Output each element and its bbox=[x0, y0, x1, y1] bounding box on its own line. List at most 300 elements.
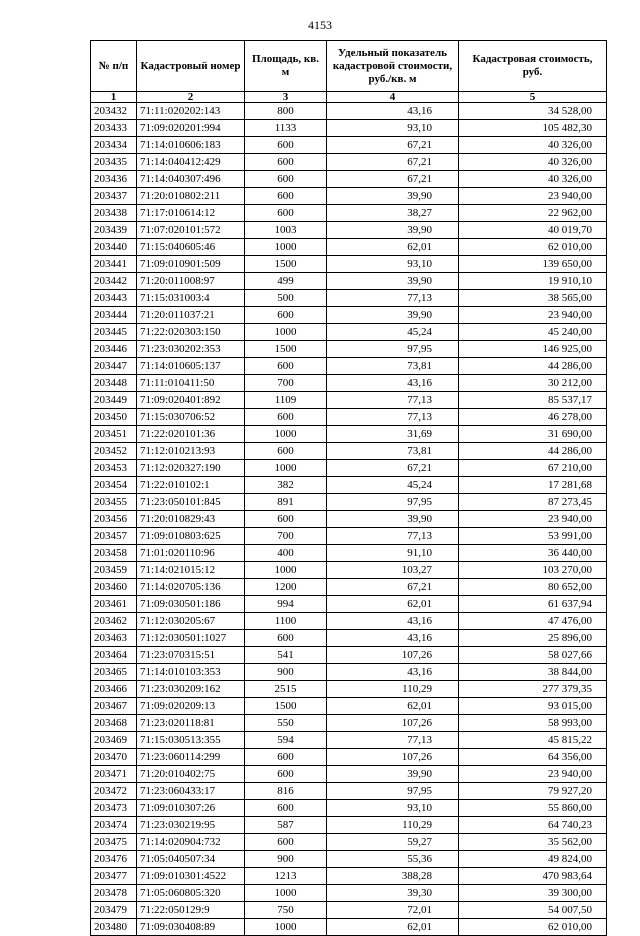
table-row bbox=[91, 579, 607, 596]
row-number-cell: 203439 bbox=[91, 222, 137, 239]
table-row bbox=[91, 698, 607, 715]
table-row bbox=[91, 885, 607, 902]
row-number-cell: 203435 bbox=[91, 154, 137, 171]
row-number-cell: 203446 bbox=[91, 341, 137, 358]
row-number-cell: 203468 bbox=[91, 715, 137, 732]
unit-value-cell: 43,16 bbox=[327, 103, 459, 120]
cadastral-number-cell: 71:23:050101:845 bbox=[137, 494, 245, 511]
row-number-cell: 203436 bbox=[91, 171, 137, 188]
row-number-cell: 203473 bbox=[91, 800, 137, 817]
area-cell: 750 bbox=[245, 902, 327, 919]
area-cell: 1109 bbox=[245, 392, 327, 409]
unit-value-cell: 59,27 bbox=[327, 834, 459, 851]
area-cell: 1100 bbox=[245, 613, 327, 630]
table-row bbox=[91, 222, 607, 239]
table-row bbox=[91, 154, 607, 171]
cadastral-value-cell: 40 326,00 bbox=[459, 137, 607, 154]
unit-value-cell: 43,16 bbox=[327, 664, 459, 681]
unit-value-cell: 93,10 bbox=[327, 120, 459, 137]
cadastral-value-cell: 277 379,35 bbox=[459, 681, 607, 698]
cadastral-number-cell: 71:20:011008:97 bbox=[137, 273, 245, 290]
row-number-cell: 203477 bbox=[91, 868, 137, 885]
cadastral-value-cell: 64 356,00 bbox=[459, 749, 607, 766]
unit-value-cell: 77,13 bbox=[327, 290, 459, 307]
table-row bbox=[91, 528, 607, 545]
area-cell: 382 bbox=[245, 477, 327, 494]
area-cell: 499 bbox=[245, 273, 327, 290]
cadastral-number-cell: 71:12:010213:93 bbox=[137, 443, 245, 460]
row-number-cell: 203450 bbox=[91, 409, 137, 426]
cadastral-value-cell: 39 300,00 bbox=[459, 885, 607, 902]
area-cell: 600 bbox=[245, 511, 327, 528]
table-row bbox=[91, 715, 607, 732]
cadastral-value-cell: 62 010,00 bbox=[459, 919, 607, 936]
cadastral-value-cell: 36 440,00 bbox=[459, 545, 607, 562]
row-number-cell: 203449 bbox=[91, 392, 137, 409]
cadastral-value-cell: 19 910,10 bbox=[459, 273, 607, 290]
cadastral-number-cell: 71:14:010103:353 bbox=[137, 664, 245, 681]
cadastral-number-cell: 71:09:010301:4522 bbox=[137, 868, 245, 885]
cadastral-value-cell: 62 010,00 bbox=[459, 239, 607, 256]
cadastral-number-cell: 71:17:010614:12 bbox=[137, 205, 245, 222]
row-number-cell: 203461 bbox=[91, 596, 137, 613]
cadastral-number-cell: 71:22:050129:9 bbox=[137, 902, 245, 919]
row-number-cell: 203437 bbox=[91, 188, 137, 205]
cadastral-number-cell: 71:15:030513:355 bbox=[137, 732, 245, 749]
unit-value-cell: 39,90 bbox=[327, 222, 459, 239]
table-row bbox=[91, 137, 607, 154]
cadastral-value-cell: 35 562,00 bbox=[459, 834, 607, 851]
row-number-cell: 203445 bbox=[91, 324, 137, 341]
area-cell: 600 bbox=[245, 358, 327, 375]
cadastral-number-cell: 71:09:020209:13 bbox=[137, 698, 245, 715]
header-unit-value: Удельный показатель кадастровой стоимости, руб./кв. м bbox=[327, 41, 459, 92]
cadastral-number-cell: 71:14:021015:12 bbox=[137, 562, 245, 579]
row-number-cell: 203438 bbox=[91, 205, 137, 222]
cadastral-value-cell: 80 652,00 bbox=[459, 579, 607, 596]
cadastral-number-cell: 71:22:020101:36 bbox=[137, 426, 245, 443]
area-cell: 600 bbox=[245, 137, 327, 154]
row-number-cell: 203469 bbox=[91, 732, 137, 749]
unit-value-cell: 62,01 bbox=[327, 239, 459, 256]
area-cell: 600 bbox=[245, 749, 327, 766]
cadastral-value-cell: 25 896,00 bbox=[459, 630, 607, 647]
row-number-cell: 203460 bbox=[91, 579, 137, 596]
cadastral-number-cell: 71:23:060433:17 bbox=[137, 783, 245, 800]
unit-value-cell: 73,81 bbox=[327, 358, 459, 375]
area-cell: 1000 bbox=[245, 460, 327, 477]
cadastral-value-cell: 58 993,00 bbox=[459, 715, 607, 732]
area-cell: 600 bbox=[245, 800, 327, 817]
unit-value-cell: 67,21 bbox=[327, 137, 459, 154]
area-cell: 600 bbox=[245, 834, 327, 851]
cadastral-number-cell: 71:20:010402:75 bbox=[137, 766, 245, 783]
unit-value-cell: 77,13 bbox=[327, 392, 459, 409]
row-number-cell: 203466 bbox=[91, 681, 137, 698]
area-cell: 900 bbox=[245, 851, 327, 868]
unit-value-cell: 39,90 bbox=[327, 273, 459, 290]
column-number: 3 bbox=[245, 92, 327, 103]
unit-value-cell: 110,29 bbox=[327, 817, 459, 834]
table-row bbox=[91, 834, 607, 851]
table-row bbox=[91, 800, 607, 817]
cadastral-number-cell: 71:09:020401:892 bbox=[137, 392, 245, 409]
cadastral-value-cell: 54 007,50 bbox=[459, 902, 607, 919]
table-row bbox=[91, 375, 607, 392]
cadastral-value-cell: 55 860,00 bbox=[459, 800, 607, 817]
unit-value-cell: 62,01 bbox=[327, 919, 459, 936]
cadastral-number-cell: 71:05:060805:320 bbox=[137, 885, 245, 902]
unit-value-cell: 97,95 bbox=[327, 494, 459, 511]
cadastral-value-table bbox=[90, 40, 607, 936]
cadastral-value-cell: 23 940,00 bbox=[459, 307, 607, 324]
cadastral-number-cell: 71:23:030209:162 bbox=[137, 681, 245, 698]
area-cell: 1133 bbox=[245, 120, 327, 137]
area-cell: 1500 bbox=[245, 256, 327, 273]
area-cell: 600 bbox=[245, 188, 327, 205]
area-cell: 600 bbox=[245, 154, 327, 171]
unit-value-cell: 43,16 bbox=[327, 375, 459, 392]
area-cell: 700 bbox=[245, 375, 327, 392]
unit-value-cell: 55,36 bbox=[327, 851, 459, 868]
unit-value-cell: 45,24 bbox=[327, 477, 459, 494]
table-row bbox=[91, 324, 607, 341]
table-row bbox=[91, 783, 607, 800]
cadastral-number-cell: 71:12:030205:67 bbox=[137, 613, 245, 630]
cadastral-value-cell: 79 927,20 bbox=[459, 783, 607, 800]
cadastral-value-cell: 470 983,64 bbox=[459, 868, 607, 885]
table-row bbox=[91, 205, 607, 222]
cadastral-number-cell: 71:14:010606:183 bbox=[137, 137, 245, 154]
cadastral-value-cell: 31 690,00 bbox=[459, 426, 607, 443]
unit-value-cell: 67,21 bbox=[327, 579, 459, 596]
cadastral-number-cell: 71:23:060114:299 bbox=[137, 749, 245, 766]
cadastral-number-cell: 71:23:020118:81 bbox=[137, 715, 245, 732]
area-cell: 1000 bbox=[245, 239, 327, 256]
cadastral-value-cell: 23 940,00 bbox=[459, 188, 607, 205]
cadastral-value-cell: 139 650,00 bbox=[459, 256, 607, 273]
cadastral-number-cell: 71:01:020110:96 bbox=[137, 545, 245, 562]
table-row bbox=[91, 120, 607, 137]
unit-value-cell: 43,16 bbox=[327, 630, 459, 647]
row-number-cell: 203462 bbox=[91, 613, 137, 630]
row-number-cell: 203432 bbox=[91, 103, 137, 120]
unit-value-cell: 38,27 bbox=[327, 205, 459, 222]
row-number-cell: 203441 bbox=[91, 256, 137, 273]
cadastral-value-cell: 49 824,00 bbox=[459, 851, 607, 868]
area-cell: 600 bbox=[245, 630, 327, 647]
row-number-cell: 203476 bbox=[91, 851, 137, 868]
table-row bbox=[91, 817, 607, 834]
cadastral-number-cell: 71:09:030408:89 bbox=[137, 919, 245, 936]
area-cell: 700 bbox=[245, 528, 327, 545]
cadastral-number-cell: 71:20:010802:211 bbox=[137, 188, 245, 205]
cadastral-number-cell: 71:14:020705:136 bbox=[137, 579, 245, 596]
unit-value-cell: 43,16 bbox=[327, 613, 459, 630]
unit-value-cell: 91,10 bbox=[327, 545, 459, 562]
area-cell: 587 bbox=[245, 817, 327, 834]
cadastral-value-cell: 44 286,00 bbox=[459, 358, 607, 375]
cadastral-value-cell: 87 273,45 bbox=[459, 494, 607, 511]
area-cell: 1500 bbox=[245, 341, 327, 358]
table-row bbox=[91, 647, 607, 664]
cadastral-number-cell: 71:09:010803:625 bbox=[137, 528, 245, 545]
row-number-cell: 203459 bbox=[91, 562, 137, 579]
cadastral-value-cell: 85 537,17 bbox=[459, 392, 607, 409]
cadastral-value-cell: 23 940,00 bbox=[459, 511, 607, 528]
cadastral-number-cell: 71:22:010102:1 bbox=[137, 477, 245, 494]
area-cell: 600 bbox=[245, 307, 327, 324]
cadastral-value-cell: 47 476,00 bbox=[459, 613, 607, 630]
table-row bbox=[91, 545, 607, 562]
area-cell: 1000 bbox=[245, 885, 327, 902]
unit-value-cell: 97,95 bbox=[327, 783, 459, 800]
row-number-cell: 203480 bbox=[91, 919, 137, 936]
unit-value-cell: 107,26 bbox=[327, 715, 459, 732]
cadastral-value-cell: 45 240,00 bbox=[459, 324, 607, 341]
cadastral-value-cell: 103 270,00 bbox=[459, 562, 607, 579]
table-row bbox=[91, 902, 607, 919]
row-number-cell: 203463 bbox=[91, 630, 137, 647]
row-number-cell: 203472 bbox=[91, 783, 137, 800]
area-cell: 800 bbox=[245, 103, 327, 120]
cadastral-number-cell: 71:23:070315:51 bbox=[137, 647, 245, 664]
cadastral-value-cell: 40 326,00 bbox=[459, 171, 607, 188]
unit-value-cell: 77,13 bbox=[327, 528, 459, 545]
cadastral-number-cell: 71:15:031003:4 bbox=[137, 290, 245, 307]
row-number-cell: 203444 bbox=[91, 307, 137, 324]
row-number-cell: 203465 bbox=[91, 664, 137, 681]
unit-value-cell: 67,21 bbox=[327, 154, 459, 171]
cadastral-value-cell: 46 278,00 bbox=[459, 409, 607, 426]
table-body bbox=[91, 103, 607, 936]
row-number-cell: 203457 bbox=[91, 528, 137, 545]
cadastral-number-cell: 71:15:030706:52 bbox=[137, 409, 245, 426]
page-number: 4153 bbox=[308, 18, 332, 32]
cadastral-number-cell: 71:20:011037:21 bbox=[137, 307, 245, 324]
row-number-cell: 203475 bbox=[91, 834, 137, 851]
row-number-cell: 203479 bbox=[91, 902, 137, 919]
row-number-cell: 203471 bbox=[91, 766, 137, 783]
column-number: 5 bbox=[459, 92, 607, 103]
column-number-row bbox=[91, 92, 607, 103]
cadastral-number-cell: 71:09:010901:509 bbox=[137, 256, 245, 273]
table-row bbox=[91, 732, 607, 749]
row-number-cell: 203470 bbox=[91, 749, 137, 766]
unit-value-cell: 93,10 bbox=[327, 800, 459, 817]
cadastral-value-cell: 30 212,00 bbox=[459, 375, 607, 392]
cadastral-number-cell: 71:12:030501:1027 bbox=[137, 630, 245, 647]
cadastral-value-cell: 40 019,70 bbox=[459, 222, 607, 239]
row-number-cell: 203448 bbox=[91, 375, 137, 392]
table-row bbox=[91, 171, 607, 188]
cadastral-value-cell: 23 940,00 bbox=[459, 766, 607, 783]
unit-value-cell: 39,30 bbox=[327, 885, 459, 902]
table-row bbox=[91, 409, 607, 426]
area-cell: 600 bbox=[245, 766, 327, 783]
table-row bbox=[91, 766, 607, 783]
unit-value-cell: 107,26 bbox=[327, 749, 459, 766]
unit-value-cell: 110,29 bbox=[327, 681, 459, 698]
unit-value-cell: 103,27 bbox=[327, 562, 459, 579]
table-row bbox=[91, 103, 607, 120]
header-row bbox=[91, 41, 607, 92]
cadastral-value-cell: 53 991,00 bbox=[459, 528, 607, 545]
cadastral-number-cell: 71:14:040412:429 bbox=[137, 154, 245, 171]
area-cell: 1000 bbox=[245, 562, 327, 579]
table-row bbox=[91, 494, 607, 511]
cadastral-number-cell: 71:22:020303:150 bbox=[137, 324, 245, 341]
table-row bbox=[91, 239, 607, 256]
cadastral-value-cell: 67 210,00 bbox=[459, 460, 607, 477]
table-row bbox=[91, 341, 607, 358]
area-cell: 400 bbox=[245, 545, 327, 562]
table-row bbox=[91, 477, 607, 494]
area-cell: 1000 bbox=[245, 426, 327, 443]
unit-value-cell: 39,90 bbox=[327, 307, 459, 324]
column-number: 1 bbox=[91, 92, 137, 103]
table-row bbox=[91, 392, 607, 409]
cadastral-number-cell: 71:23:030219:95 bbox=[137, 817, 245, 834]
area-cell: 1200 bbox=[245, 579, 327, 596]
table-row bbox=[91, 596, 607, 613]
table-row bbox=[91, 273, 607, 290]
cadastral-number-cell: 71:09:030501:186 bbox=[137, 596, 245, 613]
area-cell: 900 bbox=[245, 664, 327, 681]
area-cell: 594 bbox=[245, 732, 327, 749]
cadastral-value-cell: 34 528,00 bbox=[459, 103, 607, 120]
unit-value-cell: 62,01 bbox=[327, 596, 459, 613]
area-cell: 600 bbox=[245, 171, 327, 188]
row-number-cell: 203467 bbox=[91, 698, 137, 715]
unit-value-cell: 67,21 bbox=[327, 171, 459, 188]
area-cell: 1003 bbox=[245, 222, 327, 239]
cadastral-value-cell: 38 565,00 bbox=[459, 290, 607, 307]
row-number-cell: 203433 bbox=[91, 120, 137, 137]
area-cell: 550 bbox=[245, 715, 327, 732]
cadastral-number-cell: 71:11:010411:50 bbox=[137, 375, 245, 392]
area-cell: 816 bbox=[245, 783, 327, 800]
row-number-cell: 203474 bbox=[91, 817, 137, 834]
area-cell: 541 bbox=[245, 647, 327, 664]
area-cell: 1000 bbox=[245, 919, 327, 936]
table-row bbox=[91, 188, 607, 205]
row-number-cell: 203447 bbox=[91, 358, 137, 375]
cadastral-value-cell: 146 925,00 bbox=[459, 341, 607, 358]
cadastral-value-cell: 38 844,00 bbox=[459, 664, 607, 681]
table-row bbox=[91, 358, 607, 375]
area-cell: 891 bbox=[245, 494, 327, 511]
header-row-number: № п/п bbox=[91, 41, 137, 92]
row-number-cell: 203455 bbox=[91, 494, 137, 511]
table-row bbox=[91, 426, 607, 443]
table-row bbox=[91, 664, 607, 681]
area-cell: 2515 bbox=[245, 681, 327, 698]
cadastral-value-cell: 61 637,94 bbox=[459, 596, 607, 613]
table-row bbox=[91, 749, 607, 766]
row-number-cell: 203434 bbox=[91, 137, 137, 154]
table-row bbox=[91, 851, 607, 868]
area-cell: 600 bbox=[245, 443, 327, 460]
unit-value-cell: 62,01 bbox=[327, 698, 459, 715]
unit-value-cell: 67,21 bbox=[327, 460, 459, 477]
row-number-cell: 203458 bbox=[91, 545, 137, 562]
unit-value-cell: 77,13 bbox=[327, 732, 459, 749]
cadastral-value-cell: 44 286,00 bbox=[459, 443, 607, 460]
unit-value-cell: 93,10 bbox=[327, 256, 459, 273]
table-row bbox=[91, 307, 607, 324]
row-number-cell: 203451 bbox=[91, 426, 137, 443]
header-cadastral-value: Кадастровая стоимость, руб. bbox=[459, 41, 607, 92]
row-number-cell: 203452 bbox=[91, 443, 137, 460]
cadastral-value-cell: 58 027,66 bbox=[459, 647, 607, 664]
unit-value-cell: 107,26 bbox=[327, 647, 459, 664]
table-row bbox=[91, 511, 607, 528]
cadastral-number-cell: 71:11:020202:143 bbox=[137, 103, 245, 120]
row-number-cell: 203443 bbox=[91, 290, 137, 307]
cadastral-number-cell: 71:14:010605:137 bbox=[137, 358, 245, 375]
row-number-cell: 203454 bbox=[91, 477, 137, 494]
cadastral-value-cell: 93 015,00 bbox=[459, 698, 607, 715]
table-row bbox=[91, 681, 607, 698]
unit-value-cell: 39,90 bbox=[327, 188, 459, 205]
unit-value-cell: 72,01 bbox=[327, 902, 459, 919]
area-cell: 1213 bbox=[245, 868, 327, 885]
cadastral-number-cell: 71:09:010307:26 bbox=[137, 800, 245, 817]
unit-value-cell: 45,24 bbox=[327, 324, 459, 341]
column-number: 2 bbox=[137, 92, 245, 103]
row-number-cell: 203440 bbox=[91, 239, 137, 256]
unit-value-cell: 39,90 bbox=[327, 766, 459, 783]
column-number: 4 bbox=[327, 92, 459, 103]
cadastral-number-cell: 71:20:010829:43 bbox=[137, 511, 245, 528]
cadastral-value-cell: 45 815,22 bbox=[459, 732, 607, 749]
row-number-cell: 203453 bbox=[91, 460, 137, 477]
cadastral-value-cell: 22 962,00 bbox=[459, 205, 607, 222]
cadastral-value-cell: 17 281,68 bbox=[459, 477, 607, 494]
header-area: Площадь, кв. м bbox=[245, 41, 327, 92]
row-number-cell: 203478 bbox=[91, 885, 137, 902]
unit-value-cell: 31,69 bbox=[327, 426, 459, 443]
header-cadastral-number: Кадастровый номер bbox=[137, 41, 245, 92]
cadastral-number-cell: 71:05:040507:34 bbox=[137, 851, 245, 868]
cadastral-number-cell: 71:14:040307:496 bbox=[137, 171, 245, 188]
area-cell: 1000 bbox=[245, 324, 327, 341]
area-cell: 1500 bbox=[245, 698, 327, 715]
cadastral-value-cell: 105 482,30 bbox=[459, 120, 607, 137]
area-cell: 600 bbox=[245, 205, 327, 222]
cadastral-number-cell: 71:09:020201:994 bbox=[137, 120, 245, 137]
unit-value-cell: 388,28 bbox=[327, 868, 459, 885]
table-row bbox=[91, 613, 607, 630]
cadastral-number-cell: 71:07:020101:572 bbox=[137, 222, 245, 239]
area-cell: 600 bbox=[245, 409, 327, 426]
table-row bbox=[91, 630, 607, 647]
table-row bbox=[91, 562, 607, 579]
cadastral-number-cell: 71:12:020327:190 bbox=[137, 460, 245, 477]
row-number-cell: 203464 bbox=[91, 647, 137, 664]
table-row bbox=[91, 256, 607, 273]
cadastral-value-cell: 40 326,00 bbox=[459, 154, 607, 171]
cadastral-number-cell: 71:14:020904:732 bbox=[137, 834, 245, 851]
cadastral-value-cell: 64 740,23 bbox=[459, 817, 607, 834]
table-row bbox=[91, 443, 607, 460]
row-number-cell: 203442 bbox=[91, 273, 137, 290]
table-row bbox=[91, 868, 607, 885]
table-row bbox=[91, 460, 607, 477]
table-row bbox=[91, 290, 607, 307]
area-cell: 994 bbox=[245, 596, 327, 613]
